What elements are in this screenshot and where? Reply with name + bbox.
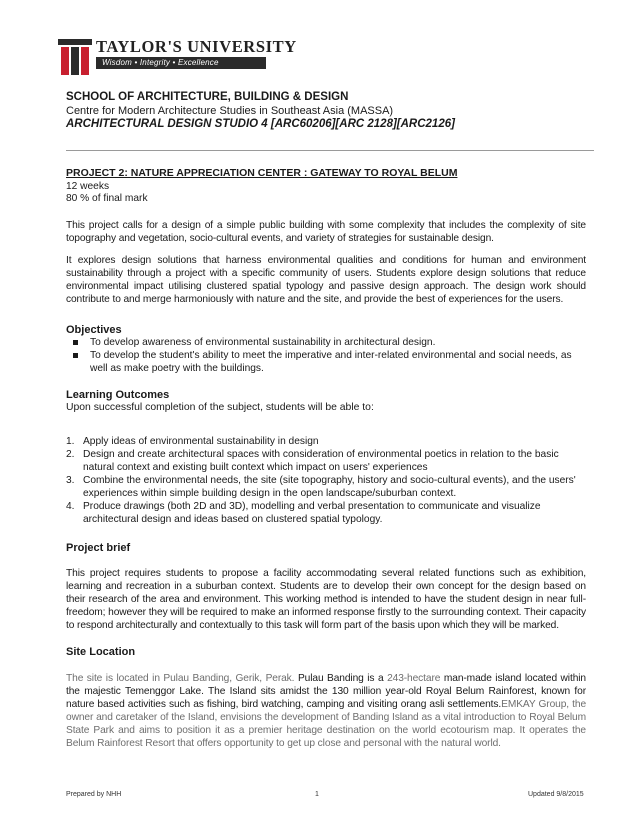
school-title: SCHOOL OF ARCHITECTURE, BUILDING & DESIGN (66, 91, 349, 103)
project-title: PROJECT 2: NATURE APPRECIATION CENTER : GATEWAY TO ROYAL BELUM (66, 167, 458, 179)
outcome-item (66, 435, 586, 448)
learning-outcomes-section (66, 389, 586, 415)
outcome-number: 2. (66, 449, 75, 460)
outcome-number: 1. (66, 436, 75, 447)
site-location-text-part: man-made island located within the majestic Temenggor Lake. The Island sits amidst the 130 million year-old Royal Belum Rainforest, known for nature based activities such as fishing, bird watching, camping and visiting orang asli settlements. (66, 673, 586, 710)
site-location-text-part: The site is located in Pulau Banding, Gerik, Perak. (66, 673, 298, 684)
objectives-list (66, 336, 586, 375)
outcome-text: Design and create architectural spaces with consideration of environmental poetics in relation to the basic natural context and existing built context which impact on users' experiences (83, 449, 559, 473)
learning-outcomes-list-wrap (66, 435, 586, 526)
header-divider (66, 150, 594, 151)
outcome-number: 3. (66, 475, 75, 486)
learning-outcomes-intro: Upon successful completion of the subject, students will be able to: (66, 402, 374, 413)
site-location-text (66, 672, 586, 750)
objectives-section (66, 324, 586, 375)
footer-updated-date: Updated 9/8/2015 (528, 791, 584, 798)
project-brief-section (66, 542, 586, 554)
objectives-heading: Objectives (66, 324, 122, 336)
outcome-number: 4. (66, 501, 75, 512)
project-section (66, 167, 586, 206)
intro-paragraph-1 (66, 219, 586, 245)
footer-prepared-by: Prepared by NHH (66, 791, 122, 798)
outcome-item (66, 474, 586, 500)
logo-tagline: Wisdom • Integrity • Excellence (102, 58, 219, 67)
site-location-text-part: Pulau Banding is a (297, 673, 388, 684)
logo-name: TAYLOR'S UNIVERSITY (96, 37, 297, 56)
project-weight: 80 % of final mark (66, 193, 148, 204)
project-brief-text: This project requires students to propose a facility accommodating several related functions such as exhibition, learning and recreation in a suburban context. Students are to develop their own concept for the design based on their research of the area and environment. This working method is intended to have the student design in near full-freedom; however they will be required to make an informed response firstly to the surrounding context. Their capacity to respond architecturally and contextually to this task will form part of the basis upon which they will be marked. (66, 568, 586, 631)
project-brief-heading: Project brief (66, 542, 131, 554)
intro-text-1: This project calls for a design of a simple public building with some complexity that includes the complexity of site topography and vegetation, socio-cultural events, and variety of strategies for sustainable design. (66, 220, 586, 244)
outcome-item (66, 448, 586, 474)
site-location-body (66, 672, 586, 750)
site-location-text-part: EMKAY Group, the owner and caretaker of the Island, envisions the development of Banding Island as a vital introduction to Royal Belum State Park and aims to position it as a premier heritage destination on the world ecotourism map. It operates the Belum Rainforest Resort that offers opportunity to get up close and personal with the natural world. (66, 699, 587, 749)
objective-item: To develop awareness of environmental sustainability in architectural design. (66, 336, 586, 349)
learning-outcomes-heading: Learning Outcomes (66, 389, 170, 401)
university-logo (58, 35, 297, 75)
site-location-section (66, 646, 586, 658)
project-brief-body (66, 567, 586, 632)
intro-text-2: It explores design solutions that harness environmental qualities and conditions for human and environment sustainability through a project with a specific community of users. Students explore design solutions that reduce environmental impact utilising clustered spatial typology and passive design approach. The design work should contribute to and merge harmoniously with nature and the site, and provide the best of experiences for the users. (66, 255, 586, 305)
centre-title: Centre for Modern Architecture Studies in Southeast Asia (MASSA) (66, 104, 394, 117)
project-duration: 12 weeks (66, 180, 110, 192)
objective-item: To develop the student's ability to meet the imperative and inter-related environmental and social needs, as well as make poetry with the buildings. (66, 349, 586, 375)
studio-title: ARCHITECTURAL DESIGN STUDIO 4 [ARC60206][ARC 2128][ARC2126] (66, 118, 455, 130)
document-header (66, 91, 586, 132)
taylors-crest-icon (58, 39, 92, 75)
outcome-text: Apply ideas of environmental sustainability in design (83, 436, 319, 447)
learning-outcomes-list (66, 435, 586, 526)
intro-paragraph-2 (66, 254, 586, 306)
site-location-text-part: 243-hectare (387, 673, 444, 684)
site-location-heading: Site Location (66, 646, 136, 658)
outcome-text: Produce drawings (both 2D and 3D), modelling and verbal presentation to communicate and visualize architectural design and ideas based on clustered spatial typology. (83, 501, 541, 525)
footer-page-number: 1 (315, 791, 319, 798)
outcome-item (66, 500, 586, 526)
outcome-text: Combine the environmental needs, the site (site topography, history and socio-cultural events), and the users' experiences within simple building design in the open landscape/suburban context. (83, 475, 576, 499)
